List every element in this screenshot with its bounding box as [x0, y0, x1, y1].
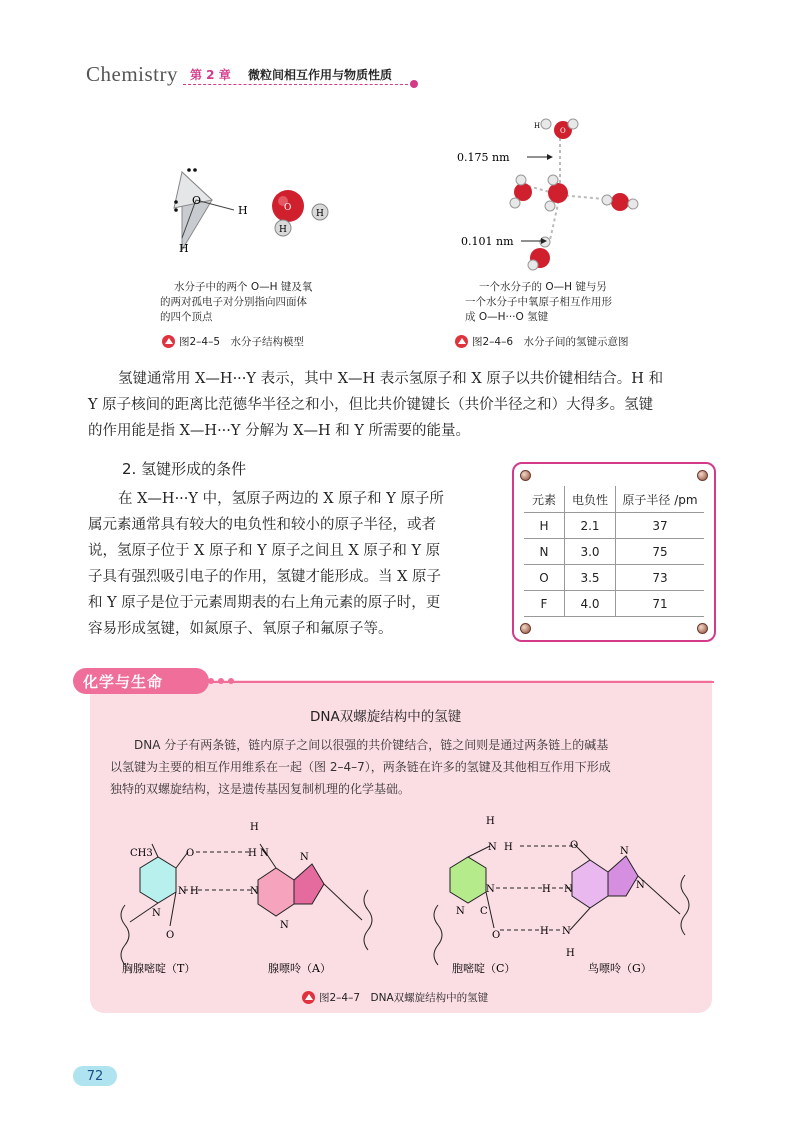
distance-short-label: 0.101 nm [461, 235, 514, 248]
fig-246-caption: 图2–4–6 水分子间的氢键示意图 [455, 334, 629, 349]
adenine-ring [258, 868, 294, 916]
table-header: 元素 [524, 486, 565, 513]
tab-dot [218, 678, 224, 684]
svg-text:H: H [248, 848, 257, 859]
svg-text:H: H [486, 816, 495, 827]
screw-icon [520, 470, 531, 481]
atom-h-label-2: H [179, 242, 189, 255]
svg-text:N: N [486, 884, 495, 895]
svg-text:N: N [280, 920, 289, 931]
cytosine-ring [450, 857, 486, 903]
guanine-ring [572, 860, 608, 908]
base-label: 鸟嘌呤（G） [588, 962, 652, 975]
table-header: 原子半径 /pm [616, 486, 705, 513]
svg-text:H: H [279, 225, 287, 235]
svg-text:N: N [250, 886, 259, 897]
svg-text:N: N [562, 926, 571, 937]
header-chapter: 第 2 章 [190, 68, 231, 82]
figure-marker-icon [455, 335, 468, 348]
tab-dot [208, 678, 214, 684]
figure-marker-icon [302, 991, 315, 1004]
water-molecule-left [510, 175, 532, 208]
base-label: 胸腺嘧啶（T） [122, 962, 196, 975]
dna-title: DNA双螺旋结构中的氢键 [310, 709, 462, 725]
fig-247-caption: 图2–4–7 DNA双螺旋结构中的氢键 [302, 990, 488, 1005]
water-molecule-center [545, 175, 568, 211]
fig-246-description: 一个水分子的 O—H 键与另 一个水分子中氧原子相互作用形 成 O—H···O 氢键 [465, 281, 612, 323]
header-dot [410, 80, 418, 88]
tab-dot [228, 678, 234, 684]
svg-text:N: N [300, 852, 309, 863]
svg-text:N: N [152, 908, 161, 919]
svg-text:H: H [540, 926, 549, 937]
svg-text:H: H [250, 822, 259, 833]
svg-text:O: O [560, 127, 566, 135]
dna-paragraph: DNA 分子有两条链，链内原子之间以很强的共价键结合，链之间则是通过两条链上的碱基 以氢键为主要的相互作用维系在一起（图 2–4–7），两条链在许多的氢键及其他相互作用下形成 独特的双螺旋结构，这是遗传基因复制机理的化学基础。 [110, 738, 611, 796]
table-row: N 3.0 75 [524, 539, 704, 565]
svg-text:N: N [488, 842, 497, 853]
screw-icon [520, 623, 531, 634]
water-molecule-bottom [528, 237, 550, 270]
svg-text:N: N [564, 884, 573, 895]
dna-base-pairs [100, 810, 700, 982]
svg-text:O: O [186, 848, 195, 859]
svg-text:O: O [284, 203, 292, 213]
base-label: 胞嘧啶（C） [452, 962, 516, 975]
table-header: 电负性 [565, 486, 616, 513]
intro-paragraph: 氢键通常用 X—H···Y 表示，其中 X—H 表示氢原子和 X 原子以共价键相结合。H 和 Y 原子核间的距离比范德华半径之和小，但比共价键键长（共价半径之和）大得多。氢键 的作用能是指 X—H···Y 分解为 X—H 和 Y 所需要的能量。 [88, 371, 664, 439]
svg-text:CH3: CH3 [130, 848, 153, 859]
table-row: H 2.1 37 [524, 513, 704, 539]
header-chapter-title: 微粒间相互作用与物质性质 [248, 68, 393, 82]
water-molecule-right [602, 193, 638, 211]
svg-text:H: H [316, 209, 324, 219]
svg-text:N: N [178, 886, 187, 897]
table-row: O 3.5 73 [524, 565, 704, 591]
atom-o-label: O [192, 194, 202, 207]
life-section-tab: 化学与生命 [73, 668, 209, 694]
fig-245-description: 水分子中的两个 O—H 键及氧 的两对孤电子对分别指向四面体 的四个顶点 [160, 281, 313, 323]
fig-245-caption: 图2–4–5 水分子结构模型 [162, 334, 304, 349]
base-label: 腺嘌呤（A） [268, 962, 331, 975]
distance-long-label: 0.175 nm [457, 151, 510, 164]
figure-water-model [160, 160, 350, 265]
table-row: F 4.0 71 [524, 591, 704, 617]
svg-text:N: N [456, 906, 465, 917]
guanine-ring-2 [608, 856, 638, 896]
life-section-rule [206, 681, 714, 683]
svg-text:H: H [190, 886, 199, 897]
svg-text:O: O [570, 840, 579, 851]
svg-text:O: O [492, 930, 501, 941]
svg-text:N: N [260, 848, 269, 859]
section-heading: 2. 氢键形成的条件 [122, 460, 247, 478]
svg-text:N: N [620, 846, 629, 857]
header-subject: Chemistry [86, 62, 178, 86]
element-table-box [512, 462, 716, 642]
screw-icon [697, 470, 708, 481]
figure-marker-icon [162, 335, 175, 348]
screw-icon [697, 623, 708, 634]
page-number: 72 [73, 1066, 117, 1086]
svg-text:H: H [534, 122, 541, 130]
atom-h-label: H [238, 204, 248, 217]
adenine-ring-2 [294, 864, 324, 904]
thymine-ring [140, 857, 176, 903]
svg-text:C: C [480, 906, 488, 917]
element-table [524, 486, 704, 617]
section-paragraph: 在 X—H···Y 中，氢原子两边的 X 原子和 Y 原子所 属元素通常具有较大的电负性和较小的原子半径，或者 说，氢原子位于 X 原子和 Y 原子之间且 X 原子和 Y 原 子具有强烈吸引电子的作用，氢键才能形成。当 X 原子 和 Y 原子是位于元素周期表的右上角元素的原子时，更 容易形成氢键，如氮原子、氧原子和氟原子等。 [88, 491, 444, 637]
figure-hydrogen-bond [455, 110, 655, 275]
svg-text:O: O [166, 930, 175, 941]
svg-text:H: H [504, 842, 513, 853]
svg-text:H: H [542, 884, 551, 895]
svg-text:H: H [566, 948, 575, 959]
header-underline [183, 84, 413, 85]
svg-text:N: N [636, 880, 645, 891]
